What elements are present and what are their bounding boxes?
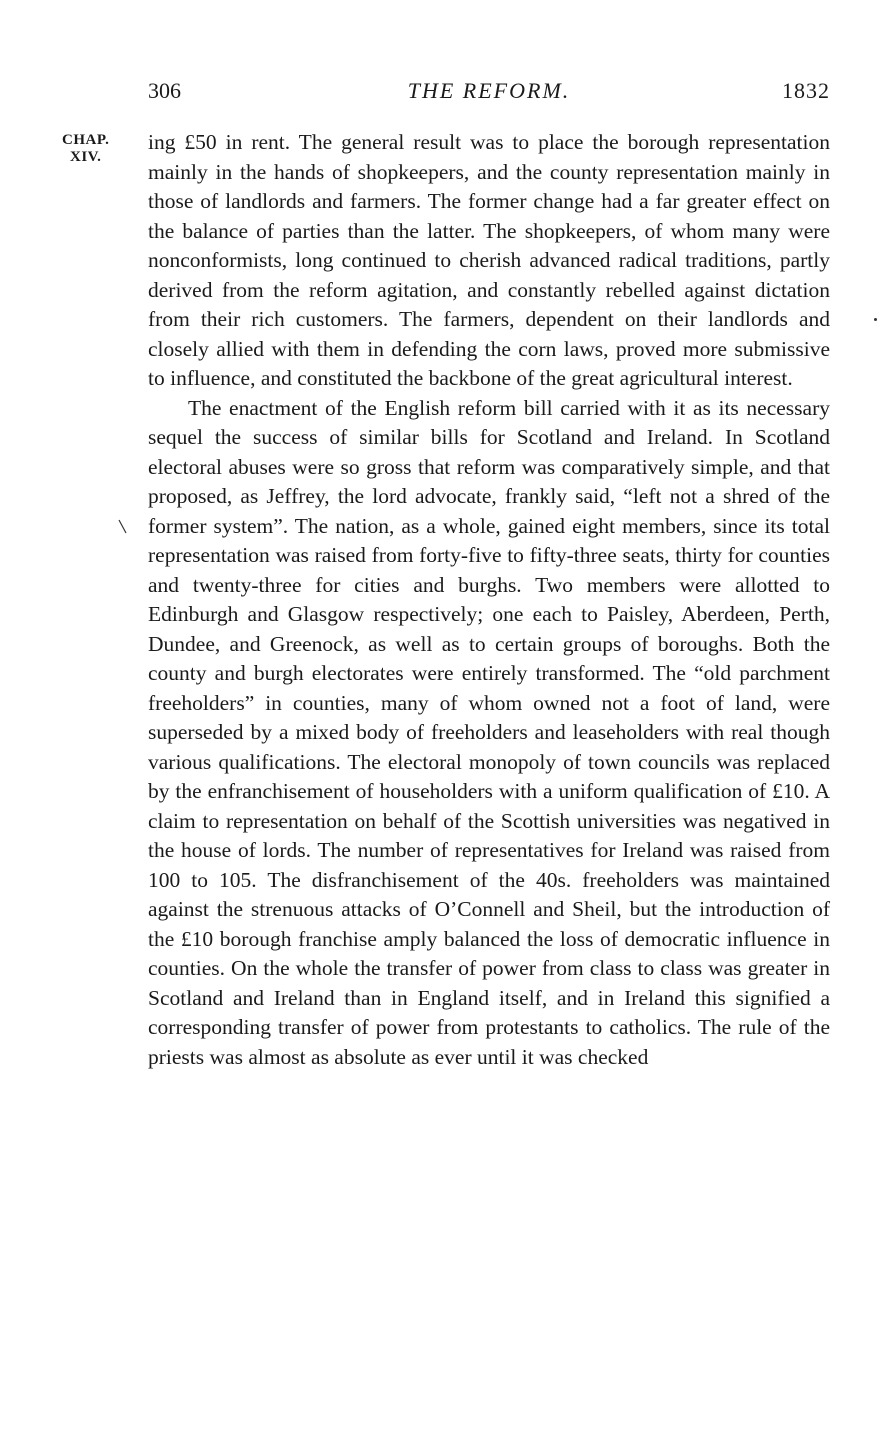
text-body <box>148 128 830 1072</box>
margin-dot-icon <box>874 318 877 321</box>
chapter-marker <box>62 132 109 166</box>
running-year: 1832 <box>782 78 830 103</box>
running-title: THE REFORM. <box>407 78 571 103</box>
chapter-label: CHAP. <box>62 132 110 148</box>
paragraph-scotland-ireland: The enactment of the English reform bill carried with it as its necessary sequel the success of similar bills for Scotland and Ireland. In Scotland electoral abuses were so gross that reform was comparatively simple, and that proposed, as Jeffrey, the lord advocate, frankly said, “left not a shred of the former system”. The nation, as a whole, gained eight members, since its total representation was raised from forty-five to fifty-three seats, thirty for counties and twenty-three for cities and burghs. Two members were allotted to Edinburgh and Glasgow respectively; one each to Paisley, Aberdeen, Perth, Dundee, and Greenock, as well as to certain groups of boroughs. Both the county and burgh electorates were entirely transformed. The “old parchment freeholders” in counties, many of whom owned not a foot of land, were superseded by a mixed body of freeholders and leaseholders with real though various qualifications. The electoral monopoly of town councils was replaced by the enfranchisement of householders with a uniform qualification of £10. A claim to representation on behalf of the Scottish universities was negatived in the house of lords. The number of representatives for Ireland was raised from 100 to 105. The disfranchisement of the 40s. freeholders was maintained against the strenuous attacks of O’Connell and Sheil, but the introduction of the £10 borough franchise amply balanced the loss of democratic influence in counties. On the whole the transfer of power from class to class was greater in Scotland and Ireland than in England itself, and in Ireland this signified a corresponding transfer of power from protestants to catholics. The rule of the priests was almost as absolute as ever until it was checked <box>148 395 830 1069</box>
margin-mark-icon <box>118 519 128 535</box>
paragraph-continued: ing £50 in rent. The general result was to place the borough representation mainly in the hands of shopkeepers, and the county representation mainly in those of landlords and farmers. The former change had a far greater effect on the balance of parties than the latter. The shopkeepers, of whom many were nonconformists, long continued to cherish advanced radical traditions, partly derived from the reform agitation, and constantly rebelled against dictation from their rich customers. The farmers, dependent on their landlords and closely allied with them in defending the corn laws, proved more submissive to influence, and constituted the backbone of the great agricultural interest. <box>148 130 830 390</box>
running-head <box>148 78 830 108</box>
page-number: 306 <box>148 78 181 103</box>
chapter-number: XIV. <box>70 149 102 165</box>
